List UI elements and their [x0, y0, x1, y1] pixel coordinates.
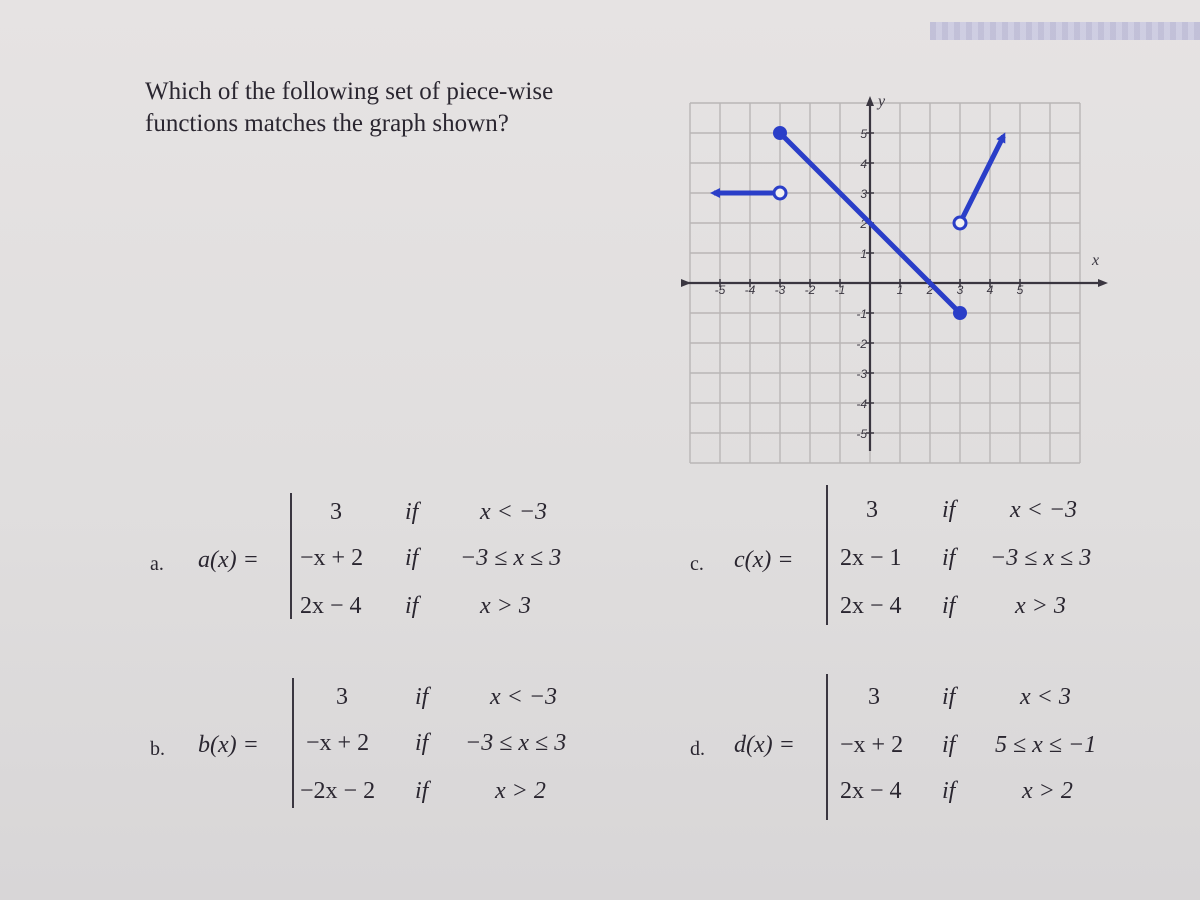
option-letter: d.: [690, 738, 705, 760]
piece-condition: −3 ≤ x ≤ 3: [465, 730, 567, 756]
piece-expr: −2x − 2: [300, 778, 376, 804]
x-tick-label: 5: [1016, 283, 1024, 297]
y-tick-label: -2: [856, 337, 867, 351]
function-name: b(x) =: [198, 732, 259, 758]
x-tick-label: 2: [926, 283, 934, 297]
piece-expr: 2x − 4: [300, 593, 362, 619]
option-c[interactable]: [690, 485, 1160, 635]
piece-if: if: [942, 778, 956, 804]
piece-if: if: [405, 593, 419, 619]
piece-expr: 2x − 4: [840, 593, 902, 619]
piece-3-line: [960, 136, 1004, 223]
y-tick-label: -4: [856, 397, 867, 411]
piece-condition: x > 3: [480, 593, 531, 619]
x-tick-label: 4: [986, 283, 994, 297]
piece-if: if: [942, 732, 956, 758]
x-axis-label: x: [1092, 252, 1100, 269]
option-letter: a.: [150, 553, 164, 575]
piece-if: if: [405, 545, 419, 571]
x-tick-label: -3: [774, 283, 786, 297]
x-tick-label: 1: [896, 283, 904, 297]
open-circle-point: [954, 217, 966, 229]
piece-if: if: [942, 684, 956, 710]
option-a[interactable]: [150, 485, 610, 635]
piece-expr: −x + 2: [306, 730, 370, 756]
piece-condition: x > 2: [1022, 778, 1073, 804]
option-d[interactable]: [690, 670, 1160, 820]
question-line-1: Which of the following set of piece-wise: [145, 78, 554, 105]
piece-condition: −3 ≤ x ≤ 3: [460, 545, 562, 571]
piece-condition: x < 3: [1020, 684, 1071, 710]
y-tick-label: 2: [860, 217, 867, 231]
open-circle-point: [774, 187, 786, 199]
x-tick-label: -4: [744, 283, 756, 297]
brace: [292, 678, 294, 808]
piece-expr: 3: [336, 684, 348, 710]
piece-expr: 3: [868, 684, 880, 710]
piece-condition: 5 ≤ x ≤ −1: [995, 732, 1097, 758]
piece-condition: x < −3: [480, 499, 548, 525]
y-tick-label: 3: [860, 187, 867, 201]
function-name: c(x) =: [734, 547, 794, 573]
piece-condition: x > 2: [495, 778, 546, 804]
x-tick-label: -2: [804, 283, 816, 297]
piece-expr: −x + 2: [840, 732, 904, 758]
piece-expr: −x + 2: [300, 545, 364, 571]
x-tick-label: 3: [956, 283, 964, 297]
y-tick-label: 1: [860, 247, 867, 261]
piece-expr: 2x − 1: [840, 545, 902, 571]
y-tick-label: -1: [856, 307, 867, 321]
brace: [826, 485, 828, 625]
option-letter: c.: [690, 553, 704, 575]
x-tick-label: -1: [834, 283, 846, 297]
piece-expr: 3: [330, 499, 342, 525]
piece-if: if: [942, 497, 956, 523]
piece-if: if: [415, 684, 429, 710]
function-name: d(x) =: [734, 732, 795, 758]
piece-expr: 3: [866, 497, 878, 523]
brace: [826, 674, 828, 820]
x-tick-label: -5: [714, 283, 726, 297]
piece-condition: −3 ≤ x ≤ 3: [990, 545, 1092, 571]
piece-expr: 2x − 4: [840, 778, 902, 804]
option-b[interactable]: [150, 670, 610, 820]
piece-if: if: [415, 730, 429, 756]
closed-circle-point: [953, 306, 967, 320]
piece-if: if: [942, 545, 956, 571]
function-name: a(x) =: [198, 547, 259, 573]
piece-if: if: [415, 778, 429, 804]
brace: [290, 493, 292, 619]
y-tick-label: 4: [860, 157, 867, 171]
y-tick-label: 5: [860, 127, 867, 141]
option-letter: b.: [150, 738, 165, 760]
closed-circle-point: [773, 126, 787, 140]
piece-condition: x > 3: [1015, 593, 1066, 619]
piece-condition: x < −3: [490, 684, 558, 710]
piece-if: if: [942, 593, 956, 619]
piece-if: if: [405, 499, 419, 525]
y-tick-label: -5: [856, 427, 867, 441]
y-axis-label: y: [878, 93, 886, 110]
piece-condition: x < −3: [1010, 497, 1078, 523]
y-tick-label: -3: [856, 367, 867, 381]
question-line-2: functions matches the graph shown?: [145, 110, 509, 137]
